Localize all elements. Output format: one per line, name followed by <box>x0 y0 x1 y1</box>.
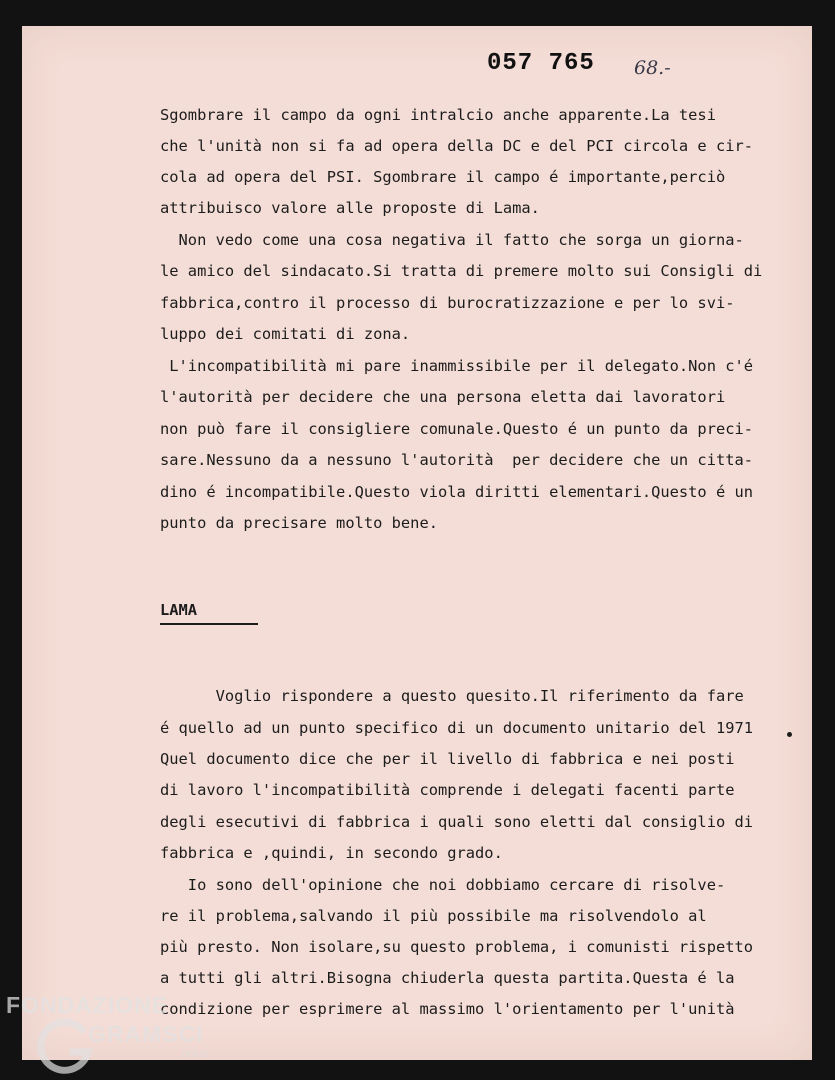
text-line: Sgombrare il campo da ogni intralcio anche apparente.La tesi <box>160 106 716 124</box>
watermark-line1: FONDAZIONE <box>6 992 169 1018</box>
speaker-heading: LAMA <box>160 601 198 619</box>
watermark-line2: GRAMSCI <box>88 1021 204 1047</box>
text-line: Io sono dell'opinione che noi dobbiamo cercare di risolve- <box>160 876 726 894</box>
text-line: degli esecutivi di fabbrica i quali sono eletti dal consiglio di <box>160 813 754 831</box>
text-line: di lavoro l'incompatibilità comprende i delegati facenti parte <box>160 781 735 799</box>
document-page <box>22 26 812 1060</box>
text-line: dino é incompatibile.Questo viola diritti elementari.Questo é un <box>160 483 754 501</box>
text-line: più presto. Non isolare,su questo problema, i comunisti rispetto <box>160 938 754 956</box>
text-line: che l'unità non si fa ad opera della DC e del PCI circola e cir- <box>160 137 754 155</box>
text-line: non può fare il consigliere comunale.Questo é un punto da preci- <box>160 420 754 438</box>
margin-dot <box>787 732 792 737</box>
text-line: Quel documento dice che per il livello di fabbrica e nei posti <box>160 750 735 768</box>
text-line: l'autorità per decidere che una persona eletta dai lavoratori <box>160 388 726 406</box>
text-line: Voglio rispondere a questo quesito.Il riferimento da fare <box>160 687 744 705</box>
heading-underline <box>160 623 258 625</box>
text-line: le amico del sindacato.Si tratta di premere molto sui Consigli di <box>160 262 763 280</box>
text-line: a tutti gli altri.Bisogna chiuderla questa partita.Questa é la <box>160 969 735 987</box>
text-line: cola ad opera del PSI. Sgombrare il campo é importante,perciò <box>160 168 726 186</box>
text-line: fabbrica e ,quindi, in secondo grado. <box>160 844 503 862</box>
text-line: L'incompatibilità mi pare inammissibile per il delegato.Non c'é <box>160 357 754 375</box>
text-line: sare.Nessuno da a nessuno l'autorità per decidere che un citta- <box>160 451 754 469</box>
text-line: condizione per esprimere al massimo l'orientamento per l'unità <box>160 1000 735 1018</box>
text-line: punto da precisare molto bene. <box>160 514 438 532</box>
handwritten-page-note: 68.- <box>634 57 671 79</box>
text-line: Non vedo come una cosa negativa il fatto che sorga un giorna- <box>160 231 744 249</box>
text-line: é quello ad un punto specifico di un documento unitario del 1971 <box>160 719 754 737</box>
document-number: 057 765 <box>487 50 595 77</box>
text-line: fabbrica,contro il processo di burocratizzazione e per lo svi- <box>160 294 735 312</box>
text-line: attribuisco valore alle proposte di Lama. <box>160 199 540 217</box>
text-line: luppo dei comitati di zona. <box>160 325 411 343</box>
watermark-line3: onlus <box>182 1048 209 1060</box>
text-line: re il problema,salvando il più possibile ma risolvendolo al <box>160 907 707 925</box>
